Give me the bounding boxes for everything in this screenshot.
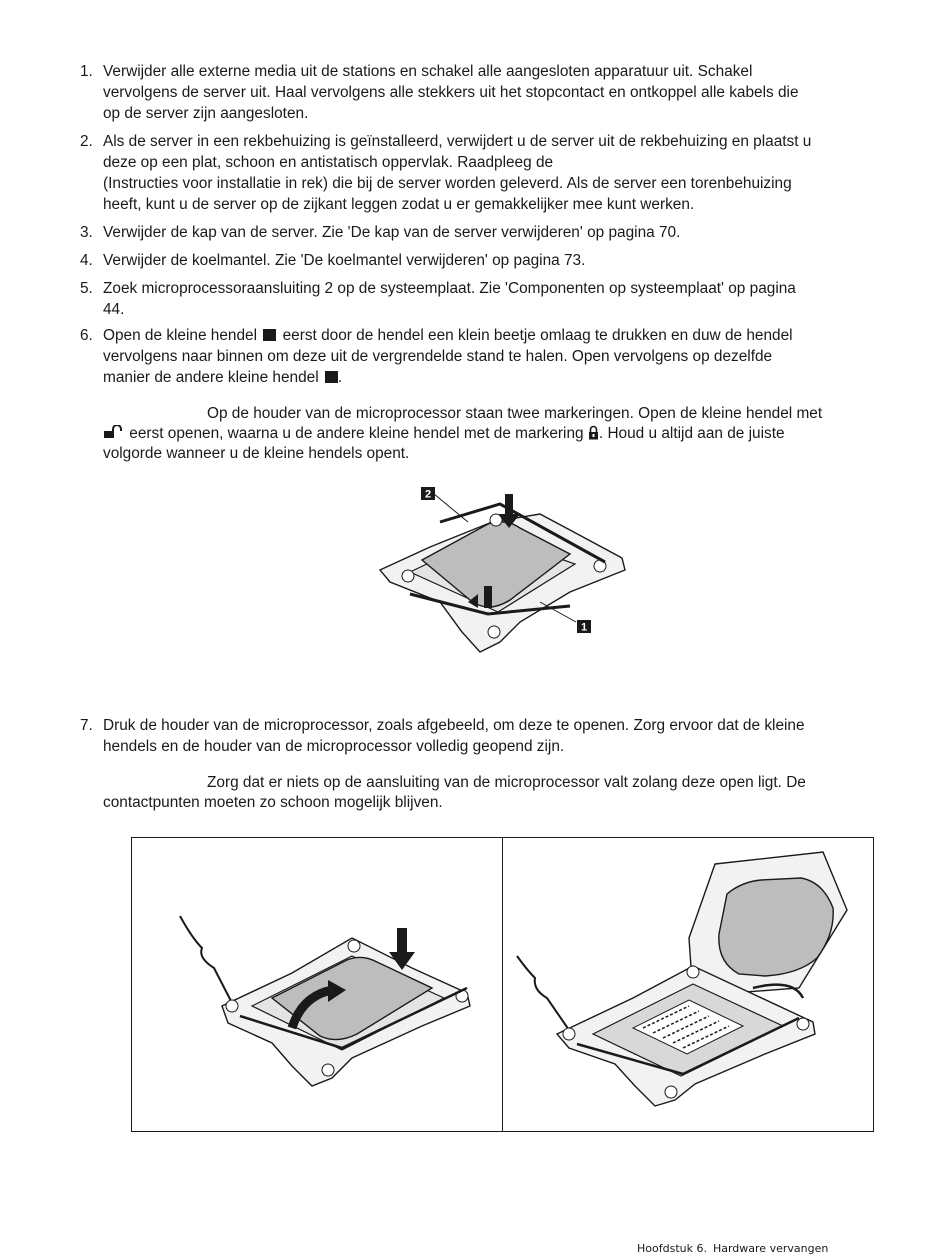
steps-list-b — [80, 325, 895, 388]
note-line: contactpunten moeten zo schoon mogelijk blijven. — [103, 794, 443, 811]
attention-note-2 — [103, 773, 903, 813]
step-number: 3. — [80, 224, 93, 241]
figure-panel-open — [503, 838, 873, 1131]
step-text-line: Verwijder de kap van de server. Zie 'De kap van de server verwijderen' op pagina 70. — [103, 224, 681, 241]
screw-hole — [488, 626, 500, 638]
screw-hole — [348, 940, 360, 952]
steps-list-c — [80, 715, 895, 757]
note-text: Zorg dat er niets op de aansluiting van de microprocessor valt zolang deze open ligt. De — [207, 774, 806, 791]
step-text-line: vervolgens de server uit. Haal vervolgens alle stekkers uit het stopcontact en ontkoppel alle kabels die — [103, 84, 799, 101]
steps-list-a — [80, 61, 895, 320]
screw-hole — [226, 1000, 238, 1012]
step-text-line: hendels en de houder van de microprocessor volledig geopend zijn. — [103, 738, 565, 755]
socket-lever-figure — [370, 482, 640, 662]
screw-hole — [402, 570, 414, 582]
note-line: volgorde wanneer u de kleine hendels opent. — [103, 445, 410, 462]
screw-hole — [563, 1028, 575, 1040]
step-7 — [80, 715, 895, 757]
screw-hole — [322, 1064, 334, 1076]
step-text: manier de andere kleine hendel — [103, 369, 319, 386]
screw-hole — [665, 1086, 677, 1098]
step-2 — [80, 131, 895, 215]
screw-hole — [797, 1018, 809, 1030]
step-number: 4. — [80, 252, 93, 269]
step-text-line: deze op een plat, schoon en antistatisch oppervlak. Raadpleeg de — [103, 154, 554, 171]
footer-chapter: Hoofdstuk 6. — [637, 1242, 707, 1255]
step-text: . — [337, 369, 343, 386]
step-text-line: Verwijder alle externe media uit de stations en schakel alle aangesloten apparatuur uit. Schakel — [103, 63, 753, 80]
step-number: 5. — [80, 280, 93, 297]
note-text: Op de houder van de microprocessor staan twee markeringen. Open de kleine hendel met — [207, 405, 823, 422]
black-square-callout-icon — [325, 371, 338, 383]
figure-panel-press — [132, 838, 503, 1131]
step-number: 1. — [80, 63, 93, 80]
step-3 — [80, 222, 895, 243]
screw-hole — [687, 966, 699, 978]
step-text: eerst door de hendel een klein beetje omlaag te drukken en duw de hendel — [282, 327, 793, 344]
step-6 — [80, 325, 895, 388]
step-number: 7. — [80, 717, 93, 734]
step-text-line: heeft, kunt u de server op de zijkant leggen zodat u er gemakkelijker mee kunt werken. — [103, 196, 695, 213]
step-text-line: Zoek microprocessoraansluiting 2 op de systeemplaat. Zie 'Componenten op systeemplaat' op pagina — [103, 280, 796, 297]
callout-1-label: 1 — [580, 621, 588, 634]
callout-2-label: 2 — [424, 488, 432, 501]
lock-icon — [588, 425, 599, 440]
attention-note-1 — [103, 404, 903, 464]
page-footer — [637, 1242, 834, 1255]
step-1 — [80, 61, 895, 124]
note-line — [103, 773, 903, 793]
socket-press-illustration — [132, 838, 502, 1131]
step-text-line: Druk de houder van de microprocessor, zoals afgebeeld, om deze te openen. Zorg ervoor dat de kleine — [103, 717, 805, 734]
step-text-line: Verwijder de koelmantel. Zie 'De koelmantel verwijderen' op pagina 73. — [103, 252, 586, 269]
note-text: . Houd u altijd aan de juiste — [598, 425, 785, 442]
step-text-line — [103, 367, 895, 388]
step-text-line: op de server zijn aangesloten. — [103, 105, 309, 122]
step-text-line: Als de server in een rekbehuizing is geïnstalleerd, verwijdert u de server uit de rekbehuizing en plaatst u — [103, 133, 812, 150]
footer-title: Hardware vervangen — [712, 1242, 829, 1255]
step-number: 6. — [80, 327, 93, 344]
note-line — [103, 404, 903, 424]
step-5 — [80, 278, 895, 320]
black-square-callout-icon — [263, 329, 276, 341]
unlock-icon — [103, 425, 125, 439]
step-4 — [80, 250, 895, 271]
step-text-line: (Instructies voor installatie in rek) die bij de server worden geleverd. Als de server een torenbehuizing — [103, 175, 792, 192]
step-text-line — [103, 325, 895, 346]
step-number: 2. — [80, 133, 93, 150]
note-text: eerst openen, waarna u de andere kleine hendel met de markering — [129, 425, 584, 442]
step-text-line: vervolgens naar binnen om deze uit de vergrendelde stand te halen. Open vervolgens op dezelfde — [103, 348, 773, 365]
socket-open-illustration — [503, 838, 873, 1131]
step-text: Open de kleine hendel — [103, 327, 258, 344]
note-line — [103, 424, 903, 444]
open-retainer-figure — [131, 837, 874, 1132]
step-text-line: 44. — [103, 301, 125, 318]
